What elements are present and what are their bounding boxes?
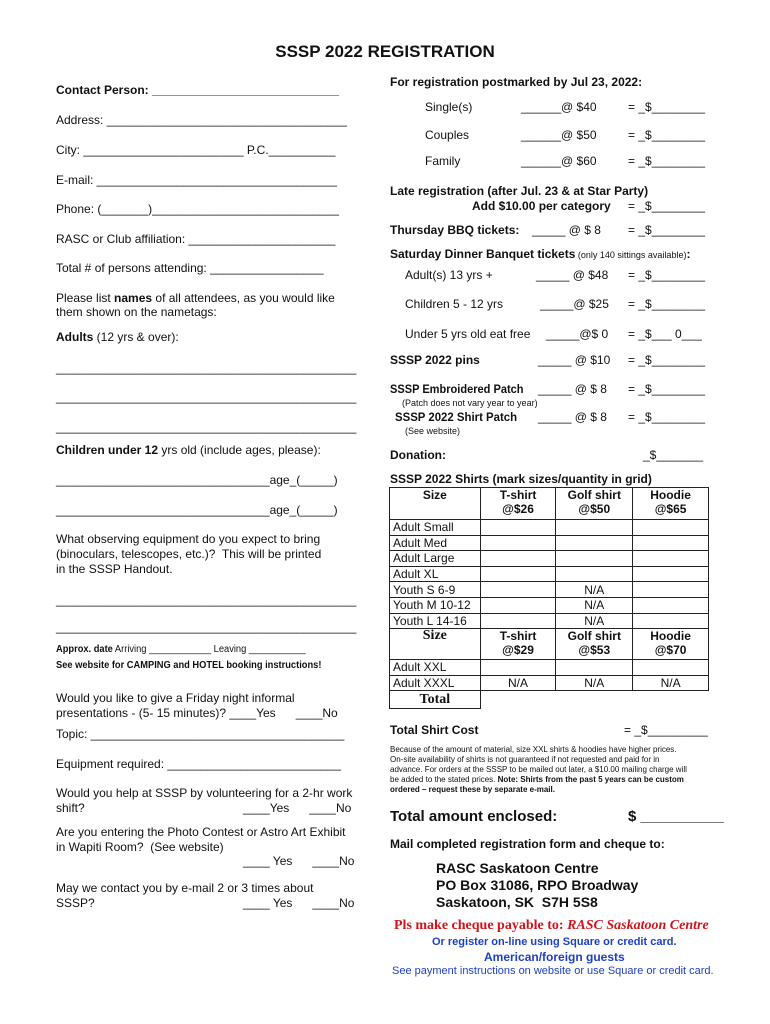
size-cell: Adult XXXL <box>390 675 481 691</box>
equipment-question-1: What observing equipment do you expect to bring <box>56 532 321 546</box>
total-cell: Total <box>390 691 481 709</box>
foreign-guests-heading: American/foreign guests <box>484 950 625 964</box>
patch-qty[interactable]: _____ @ $ 8 <box>538 382 607 396</box>
fine-print-4-bold: Note: Shirts from the past 5 years can be custom <box>497 775 684 784</box>
rate-single-label: Single(s) <box>425 100 473 114</box>
qty-cell[interactable] <box>633 597 709 613</box>
qty-cell[interactable] <box>633 520 709 536</box>
qty-cell[interactable] <box>633 551 709 567</box>
camping-notice: See website for CAMPING and HOTEL booking instructions! <box>56 660 322 671</box>
rate-single-total[interactable]: = _$________ <box>628 100 706 114</box>
see-website-note: (See website) <box>405 426 461 436</box>
names-post: of all attendees, as you would like <box>152 291 335 305</box>
total-shirt-cost-field[interactable]: = _$_________ <box>624 723 708 737</box>
table-row <box>390 582 709 598</box>
shirts-heading: SSSP 2022 Shirts (mark sizes/quantity in grid) <box>390 472 652 486</box>
banquet-heading <box>390 248 690 262</box>
contact-yes-no[interactable]: ____ Yes ____No <box>243 896 355 910</box>
rate-couples-total[interactable]: = _$________ <box>628 128 706 142</box>
patch-label: SSSP Embroidered Patch <box>390 382 524 396</box>
volunteer-question-1: Would you help at SSSP by volunteering for a 2-hr work <box>56 786 353 800</box>
qty-cell: N/A <box>556 675 633 691</box>
shirt-patch-total[interactable]: = _$________ <box>628 410 706 424</box>
rate-family-total[interactable]: = _$________ <box>628 154 706 168</box>
approx-bold: Approx. date <box>56 644 113 655</box>
shirt-header2-hoodie: Hoodie @$70 <box>633 629 709 660</box>
shirt-patch-qty[interactable]: _____ @ $ 8 <box>538 410 607 424</box>
banquet-adults-qty[interactable]: _____ @ $48 <box>536 268 609 282</box>
qty-cell[interactable] <box>633 582 709 598</box>
shirt-header-hoodie: Hoodie @$65 <box>633 488 709 520</box>
size-cell: Adult XL <box>390 566 481 582</box>
qty-cell: N/A <box>556 597 633 613</box>
qty-cell: N/A <box>556 613 633 629</box>
banquet-under5-label: Under 5 yrs old eat free <box>405 327 531 341</box>
names-instruction <box>56 292 335 306</box>
friday-question-1: Would you like to give a Friday night informal <box>56 691 295 705</box>
qty-cell[interactable] <box>480 520 556 536</box>
equipment-line-2[interactable]: _____________________________________________ <box>56 620 357 634</box>
late-registration-heading: Late registration (after Jul. 23 & at Star Party) <box>390 184 649 198</box>
qty-cell: N/A <box>633 675 709 691</box>
pins-qty[interactable]: _____ @ $10 <box>538 353 611 367</box>
children-rest: yrs old (include ages, please): <box>158 443 321 457</box>
rate-couples-qty[interactable]: ______@ $50 <box>521 128 597 142</box>
banquet-under5-total[interactable]: = _$___ 0___ <box>628 327 702 341</box>
banquet-label: Saturday Dinner Banquet tickets <box>390 247 576 261</box>
contact-question-1: May we contact you by e-mail 2 or 3 times about <box>56 881 314 895</box>
banquet-children-qty[interactable]: _____@ $25 <box>540 297 609 311</box>
names-bold: names <box>114 291 153 305</box>
qty-cell[interactable] <box>633 566 709 582</box>
adults-label <box>56 331 179 345</box>
shirt-patch-label: SSSP 2022 Shirt Patch <box>395 410 518 424</box>
photo-yes-no[interactable]: ____ Yes ____No <box>243 854 355 868</box>
table-row <box>390 597 709 613</box>
total-enclosed-label: Total amount enclosed: <box>390 808 558 825</box>
volunteer-yes-no[interactable]: ____Yes ____No <box>243 801 352 815</box>
shirt-header2-size: Size <box>390 629 481 660</box>
late-registration-total[interactable]: = _$________ <box>628 199 706 213</box>
table-row <box>390 566 709 582</box>
qty-cell[interactable] <box>480 551 556 567</box>
banquet-adults-label: Adult(s) 13 yrs + <box>405 268 493 282</box>
table-row <box>390 613 709 629</box>
size-cell: Adult Med <box>390 535 481 551</box>
qty-cell: N/A <box>556 582 633 598</box>
rate-single-qty[interactable]: ______@ $40 <box>521 100 597 114</box>
children-bold: Children under 12 <box>56 443 159 457</box>
approx-rest: Arriving ____________ Leaving ___________ <box>112 644 306 655</box>
shirt-grid <box>389 487 709 709</box>
postmark-heading: For registration postmarked by Jul 23, 2022: <box>390 75 643 89</box>
total-shirt-cost-label: Total Shirt Cost <box>390 723 479 737</box>
cheque-payable-notice <box>394 918 709 934</box>
banquet-children-label: Children 5 - 12 yrs <box>405 297 504 311</box>
child-age-line-1[interactable]: ________________________________age_(_____) <box>56 473 338 487</box>
banquet-note: (only 140 sittings available) <box>575 250 687 260</box>
qty-cell[interactable] <box>633 613 709 629</box>
pins-label: SSSP 2022 pins <box>390 353 480 367</box>
qty-cell[interactable] <box>480 613 556 629</box>
address-field[interactable]: Address: ____________________________________ <box>56 113 347 127</box>
cheque-pre: Pls make cheque payable to: <box>394 918 568 933</box>
fine-print-5: ordered – request these by separate e-mail. <box>390 785 555 794</box>
size-cell: Adult Small <box>390 520 481 536</box>
size-cell: Youth L 14-16 <box>390 613 481 629</box>
mailing-address-line-2: PO Box 31086, RPO Broadway <box>436 877 639 893</box>
table-row <box>390 551 709 567</box>
size-cell: Youth S 6-9 <box>390 582 481 598</box>
fine-print-1: Because of the amount of material, size XXL shirts & hoodies have higher prices. <box>390 745 677 754</box>
equipment-question-2: (binoculars, telescopes, etc.)? This will be printed <box>56 547 322 561</box>
contact-person-text: Contact Person: ____________________________ <box>56 83 339 97</box>
size-cell: Adult Large <box>390 551 481 567</box>
page-title: SSSP 2022 REGISTRATION <box>275 42 495 61</box>
mailing-address-line-3: Saskatoon, SK S7H 5S8 <box>436 894 598 910</box>
qty-cell[interactable] <box>633 535 709 551</box>
qty-cell[interactable] <box>556 520 633 536</box>
payment-instructions: See payment instructions on website or use Square or credit card. <box>392 965 714 977</box>
bbq-label: Thursday BBQ tickets: <box>390 223 520 237</box>
equipment-question-3: in the SSSP Handout. <box>56 562 173 576</box>
fine-print-4-pre: be added to the stated prices. <box>390 775 498 784</box>
city-pc-field[interactable]: City: ________________________ P.C.__________ <box>56 143 336 157</box>
approx-dates-field[interactable] <box>56 644 306 656</box>
online-registration-note: Or register on-line using Square or credit card. <box>432 936 677 948</box>
rate-family-qty[interactable]: ______@ $60 <box>521 154 597 168</box>
patch-note: (Patch does not vary year to year) <box>402 398 538 408</box>
shirt-header2-golf: Golf shirt @$53 <box>556 629 633 660</box>
banquet-adults-total[interactable]: = _$________ <box>628 268 706 282</box>
equipment-required-field[interactable]: Equipment required: __________________________ <box>56 757 341 771</box>
fine-print-3: advance. For orders at the SSSP to be mailed out later, a $10.00 mailing charge will <box>390 765 687 774</box>
shirt-header2-tshirt: T-shirt @$29 <box>480 629 556 660</box>
rate-couples-label: Couples <box>425 128 470 142</box>
adult-name-line-3[interactable]: _____________________________________________ <box>56 420 357 434</box>
shirt-header-golf: Golf shirt @$50 <box>556 488 633 520</box>
qty-cell: N/A <box>480 675 556 691</box>
child-age-line-2[interactable]: ________________________________age_(_____) <box>56 503 338 517</box>
contact-question-2: SSSP? <box>56 896 95 910</box>
donation-label: Donation: <box>390 448 446 462</box>
qty-cell[interactable] <box>633 660 709 676</box>
fine-print-4 <box>390 775 684 784</box>
adult-name-line-1[interactable]: _____________________________________________ <box>56 361 357 375</box>
shirt-header-tshirt: T-shirt @$26 <box>480 488 556 520</box>
photo-question-2: in Wapiti Room? (See website) <box>56 840 224 854</box>
table-row <box>390 691 709 709</box>
size-cell: Adult XXL <box>390 660 481 676</box>
adult-name-line-2[interactable]: _____________________________________________ <box>56 390 357 404</box>
cheque-payee: RASC Saskatoon Centre <box>567 918 709 933</box>
mail-instructions: Mail completed registration form and cheque to: <box>390 837 665 851</box>
mailing-address-line-1: RASC Saskatoon Centre <box>436 860 599 876</box>
contact-person-field[interactable] <box>56 84 339 98</box>
photo-question-1: Are you entering the Photo Contest or Astro Art Exhibit <box>56 825 346 839</box>
qty-cell[interactable] <box>556 566 633 582</box>
adults-bold: Adults <box>56 330 94 344</box>
email-field[interactable]: E-mail: ____________________________________ <box>56 173 337 187</box>
bbq-qty[interactable]: _____ @ $ 8 <box>532 223 601 237</box>
names-pre: Please list <box>56 291 115 305</box>
qty-cell[interactable] <box>480 582 556 598</box>
friday-question-2[interactable]: presentations - (5- 15 minutes)? ____Yes ____No <box>56 706 338 720</box>
pins-total[interactable]: = _$________ <box>628 353 706 367</box>
donation-total[interactable]: _$_______ <box>643 448 704 462</box>
phone-field[interactable]: Phone: (_______)____________________________ <box>56 202 339 216</box>
qty-cell[interactable] <box>556 551 633 567</box>
table-row <box>390 660 709 676</box>
total-enclosed-field[interactable]: $ __________ <box>628 808 724 825</box>
banquet-children-total[interactable]: = _$________ <box>628 297 706 311</box>
total-persons-field[interactable]: Total # of persons attending: _________________ <box>56 261 324 275</box>
late-registration-fee: Add $10.00 per category <box>472 199 611 213</box>
banquet-colon: : <box>686 247 691 261</box>
qty-cell[interactable] <box>556 660 633 676</box>
adults-rest: (12 yrs & over): <box>93 330 179 344</box>
patch-total[interactable]: = _$________ <box>628 382 706 396</box>
volunteer-question-2: shift? <box>56 801 85 815</box>
qty-cell[interactable] <box>556 535 633 551</box>
equipment-line-1[interactable]: _____________________________________________ <box>56 593 357 607</box>
banquet-under5-qty[interactable]: _____@$ 0 <box>546 327 609 341</box>
bbq-total[interactable]: = _$________ <box>628 223 706 237</box>
table-row <box>390 520 709 536</box>
names-instruction-line2: them shown on the nametags: <box>56 305 217 319</box>
shirt-header-size: Size <box>390 488 481 520</box>
topic-field[interactable]: Topic: ______________________________________ <box>56 727 345 741</box>
rasc-affiliation-field[interactable]: RASC or Club affiliation: ______________________ <box>56 232 336 246</box>
table-row <box>390 675 709 691</box>
qty-cell[interactable] <box>480 660 556 676</box>
qty-cell[interactable] <box>480 535 556 551</box>
qty-cell[interactable] <box>480 566 556 582</box>
table-row <box>390 535 709 551</box>
children-label <box>56 444 321 458</box>
rate-family-label: Family <box>425 154 461 168</box>
qty-cell[interactable] <box>480 597 556 613</box>
size-cell: Youth M 10-12 <box>390 597 481 613</box>
fine-print-2: On-site availability of shirts is not guaranteed if not requested and paid for in <box>390 755 660 764</box>
